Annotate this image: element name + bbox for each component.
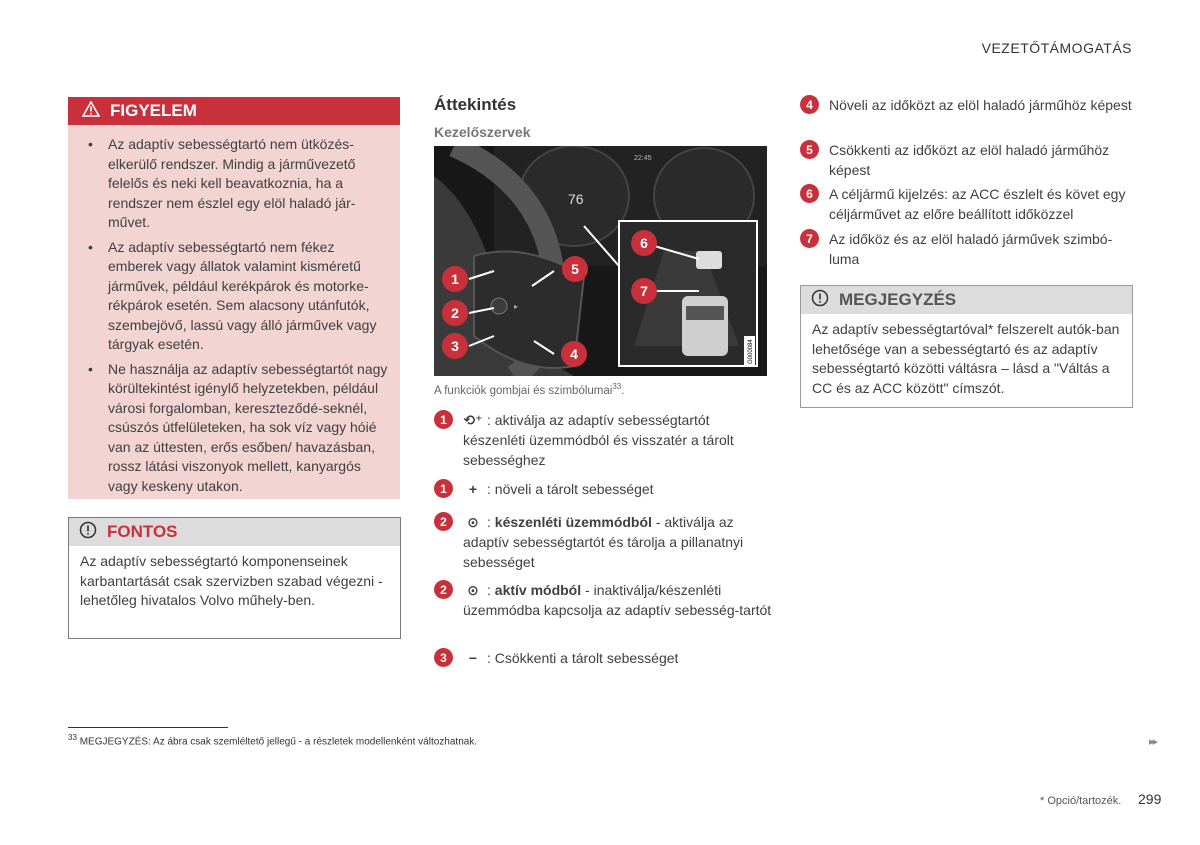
overview-title: Áttekintés — [434, 95, 517, 114]
resume-icon: ⟲⁺ — [463, 412, 483, 428]
item-number: 1 — [434, 479, 453, 498]
callout-2 — [442, 300, 468, 326]
item-number: 1 — [434, 410, 453, 429]
figure-caption: A funkciók gombjai és szimbólumai$^{33}$. — [434, 382, 625, 397]
symbol-item — [800, 184, 1135, 224]
control-item: 2 ⊙ : aktív módból - inaktiválja/készenléti üzemmódba kapcsolja az adaptív sebesség-tartót — [434, 580, 774, 620]
item-bold: készenléti üzemmódból — [494, 514, 652, 530]
clock-readout: 22:45 — [634, 155, 652, 162]
item-bold: aktív módból — [494, 582, 582, 598]
svg-text:2: 2 — [451, 305, 459, 321]
control-item — [434, 648, 774, 668]
item-text: A céljármű kijelzés: az ACC észlelt és követ egy céljárművet az előre beállított időközzel — [829, 186, 1126, 222]
important-title: FONTOS — [107, 522, 178, 541]
important-text: Az adaptív sebességtartó komponenseinek karbantartását csak szervizben szabad végezni - lehetőleg hivatalos Volvo műhely-ben. — [80, 553, 383, 608]
note-text: Az adaptív sebességtartóval* felszerelt autók-ban lehetősége van a sebességtartó és az adaptív sebességtartó közötti váltásra – lásd a "Váltás a CC és az ACC között" címszót. — [812, 321, 1120, 396]
control-item — [434, 479, 774, 499]
symbol-item — [800, 140, 1135, 180]
item-number: 2 — [434, 512, 453, 531]
plus-icon: + — [468, 481, 478, 497]
item-number: 5 — [800, 140, 819, 159]
item-number: 2 — [434, 580, 453, 599]
control-item — [434, 410, 774, 470]
option-note: * Opció/tartozék. — [1040, 795, 1122, 807]
footnote: $^{33}$ MEGJEGYZÉS: Az ábra csak szemléltető jellegű - a részletek modellenként változhatnak. — [68, 733, 478, 748]
important-box — [68, 517, 401, 639]
section-header: VEZETŐTÁMOGATÁS — [981, 40, 1132, 56]
symbol-item — [800, 95, 1135, 115]
symbol-item — [800, 229, 1135, 269]
important-header — [69, 518, 400, 546]
item-text: : aktiválja az adaptív sebességtartót készenléti üzemmódból és visszatér a tárolt sebességhez — [463, 412, 734, 468]
speedometer-icon: ⊙ — [467, 514, 479, 530]
minus-icon: − — [468, 650, 478, 666]
svg-text:▸: ▸ — [514, 302, 519, 311]
exclamation-circle-icon — [79, 521, 97, 544]
controls-subtitle: Kezelőszervek — [434, 124, 531, 140]
item-text: - inaktiválja/készenléti üzemmódba kapcsolja az adaptív sebesség-tartót — [463, 582, 772, 618]
warning-title: FIGYELEM — [110, 101, 197, 120]
note-title: MEGJEGYZÉS — [839, 290, 957, 309]
item-text: Az időköz és az elöl haladó járművek szimbó-luma — [829, 231, 1113, 267]
warning-list — [68, 125, 400, 496]
next-page-icon: ▸▸ — [1149, 736, 1157, 748]
callout-6 — [631, 230, 657, 256]
svg-text:7: 7 — [640, 283, 648, 299]
speedometer-icon: ⊙ — [467, 582, 479, 598]
item-number: 6 — [800, 184, 819, 203]
speed-readout: 76 — [568, 191, 584, 207]
item-text: - aktiválja az adaptív sebességtartót és tárolja a pillanatnyi sebességet — [463, 514, 744, 570]
item-number: 4 — [800, 95, 819, 114]
callout-1 — [442, 266, 468, 292]
warning-header — [68, 97, 400, 125]
callout-3 — [442, 333, 468, 359]
note-box — [800, 285, 1133, 408]
item-text: : Csökkenti a tárolt sebességet — [487, 650, 679, 666]
callout-4 — [561, 341, 587, 367]
note-header — [801, 286, 1132, 314]
svg-text:4: 4 — [570, 346, 578, 362]
warning-item: • Ne használja az adaptív sebességtartót nagy körültekintést igénylő helyzetekben, például városi forgalomban, kereszteződé-seknél, csúszós útfelületeken, ha sok víz vagy hóié van az úttesten, erős esőben/ havazásban, rossz látási viszonyok mellett, kanyargós vagy keskeny utakon. — [88, 360, 388, 497]
warning-item: • Az adaptív sebességtartó nem fékez emberek vagy állatok valamint kisméretű járművek, például kerékpárok és motorke-rékpárok esetén. Sem alacsony utánfutók, szembejövő, lassú vagy álló járművek vagy tárgyak esetén. — [88, 238, 388, 355]
figure-code: G000084 — [748, 339, 754, 364]
dashboard-illustration — [434, 146, 767, 376]
callout-5 — [562, 256, 588, 282]
control-item: 2 ⊙ : készenléti üzemmódból - aktiválja az adaptív sebességtartót és tárolja a pillanatnyi sebességet — [434, 512, 774, 572]
svg-text:1: 1 — [451, 271, 459, 287]
footnote-divider — [68, 727, 228, 728]
warning-item: • Az adaptív sebességtartó nem ütközés-elkerülő rendszer. Mindig a járművezető felelős és neki kell beavatkoznia, ha a rendszer nem észlel egy elöl haladó jár-művet. — [88, 135, 388, 233]
item-text: Növeli az időközt az elöl haladó járműhöz képest — [829, 97, 1132, 113]
item-number: 3 — [434, 648, 453, 667]
callout-7 — [631, 278, 657, 304]
warning-box — [68, 97, 400, 499]
info-circle-icon — [811, 289, 829, 312]
item-text: : növeli a tárolt sebességet — [487, 481, 654, 497]
svg-text:5: 5 — [571, 261, 579, 277]
svg-text:6: 6 — [640, 235, 648, 251]
warning-triangle-icon — [82, 101, 100, 122]
item-number: 7 — [800, 229, 819, 248]
item-text: Csökkenti az időközt az elöl haladó járműhöz képest — [829, 142, 1110, 178]
page-number: 299 — [1138, 791, 1162, 807]
controls-figure — [434, 146, 767, 376]
svg-text:3: 3 — [451, 338, 459, 354]
